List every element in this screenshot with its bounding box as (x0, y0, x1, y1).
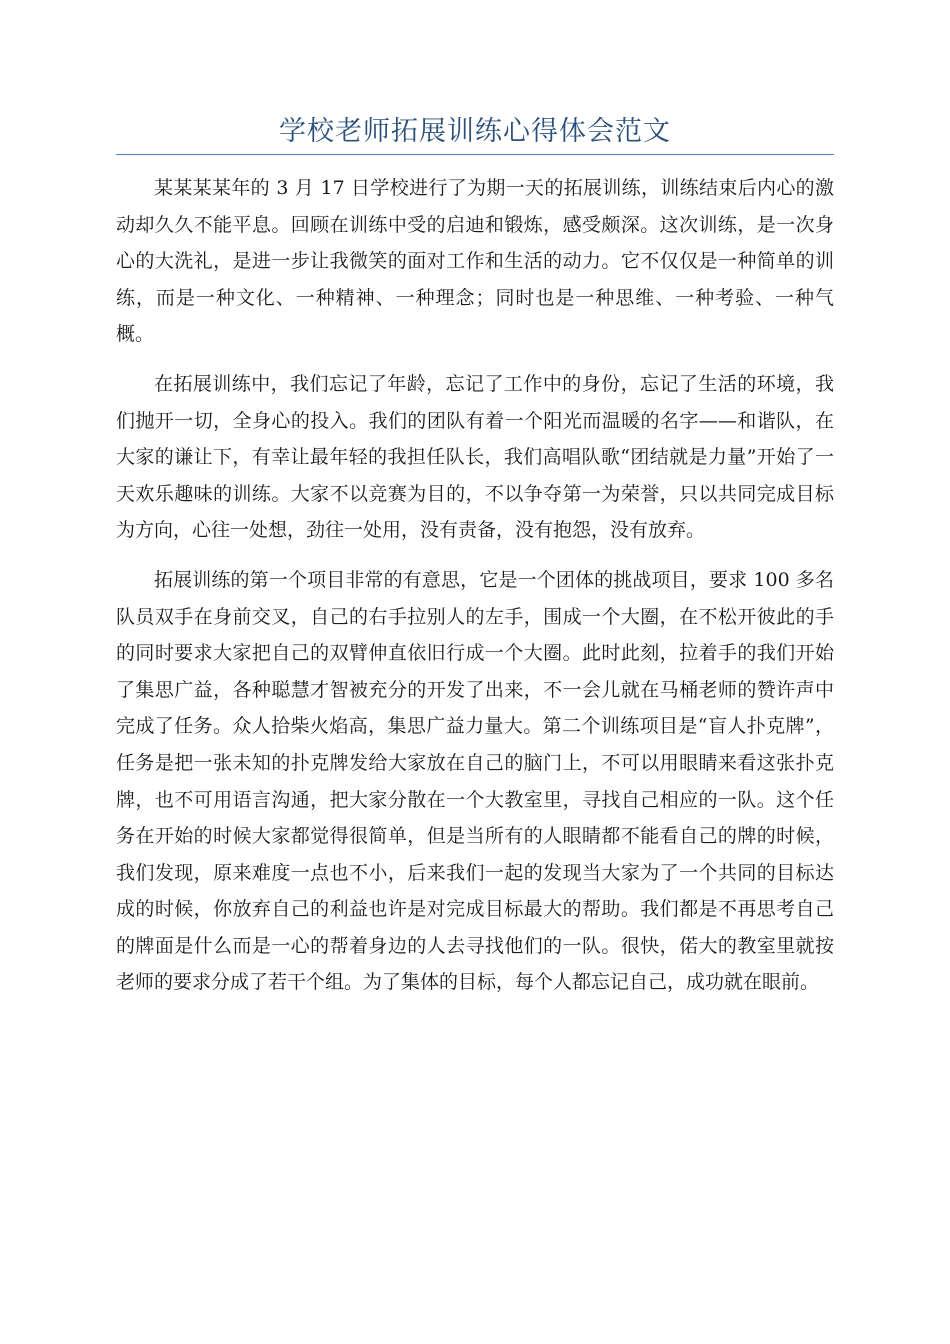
document-title: 学校老师拓展训练心得体会范文 (279, 116, 671, 147)
paragraph-3: 拓展训练的第一个项目非常的有意思，它是一个团体的挑战项目，要求 100 多名队员双手在身前交叉，自己的右手拉别人的左手，围成一个大圈，在不松开彼此的手的同时要求大家把自己的双臂伸直依旧行成一个大圈。此时此刻，拉着手的我们开始了集思广益，各种聪慧才智被充分的开发了出来，不一会儿就在马桶老师的赞许声中完成了任务。众人拾柴火焰高，集思广益力量大。第二个训练项目是“盲人扑克牌”，任务是把一张未知的扑克牌发给大家放在自己的脑门上，不可以用眼睛来看这张扑克牌，也不可用语言沟通，把大家分散在一个大教室里，寻找自己相应的一队。这个任务在开始的时候大家都觉得很简单，但是当所有的人眼睛都不能看自己的牌的时候，我们发现，原来难度一点也不小，后来我们一起的发现当大家为了一个共同的目标达成的时候，你放弃自己的利益也许是对完成目标最大的帮助。我们都是不再思考自己的牌面是什么而是一心的帮着身边的人去寻找他们的一队。很快，偌大的教室里就按老师的要求分成了若干个组。为了集体的目标，每个人都忘记自己，成功就在眼前。 (116, 568, 834, 994)
paragraph-2: 在拓展训练中，我们忘记了年龄，忘记了工作中的身份，忘记了生活的环境，我们抛开一切，全身心的投入。我们的团队有着一个阳光而温暖的名字——和谐队，在大家的谦让下，有幸让最年轻的我担任队长，我们高唱队歌“团结就是力量”开始了一天欢乐趣味的训练。大家不以竞赛为目的，不以争夺第一为荣誉，只以共同完成目标为方向，心往一处想，劲往一处用，没有责备，没有抱怨，没有放弃。 (116, 372, 834, 542)
paragraph-1: 某某某某年的 3 月 17 日学校进行了为期一天的拓展训练，训练结束后内心的激动却久久不能平息。回顾在训练中受的启迪和锻炼，感受颇深。这次训练，是一次身心的大洗礼，是进一步让我微笑的面对工作和生活的动力。它不仅仅是一种简单的训练，而是一种文化、一种精神、一种理念；同时也是一种思维、一种考验、一种气概。 (116, 177, 834, 346)
document-body (116, 170, 834, 1014)
title-divider (116, 154, 834, 155)
